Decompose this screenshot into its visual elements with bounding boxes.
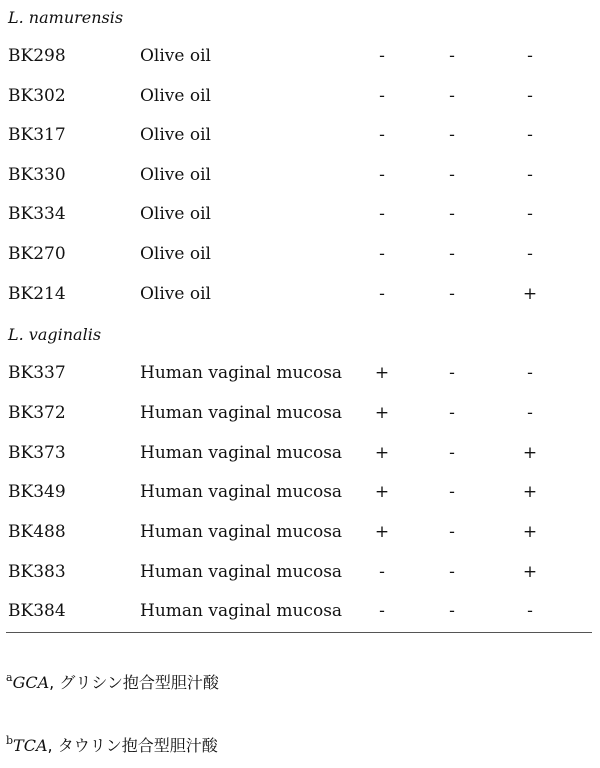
result-1: + bbox=[374, 522, 390, 542]
result-1: - bbox=[379, 165, 385, 185]
result-3: + bbox=[522, 482, 538, 502]
result-2: - bbox=[449, 482, 455, 502]
result-2: - bbox=[449, 125, 455, 145]
result-2: - bbox=[449, 204, 455, 224]
result-2: - bbox=[449, 284, 455, 304]
strain-source: Human vaginal mucosa bbox=[140, 443, 343, 463]
table-row bbox=[0, 443, 600, 467]
strain-id: BK488 bbox=[8, 522, 66, 542]
table-row bbox=[0, 403, 600, 427]
result-1: - bbox=[379, 562, 385, 582]
table-row bbox=[0, 244, 600, 268]
strain-id: BK337 bbox=[8, 363, 66, 383]
strain-id: BK384 bbox=[8, 601, 66, 621]
result-2: - bbox=[449, 363, 455, 383]
result-3: - bbox=[527, 204, 533, 224]
table-row bbox=[0, 522, 600, 546]
strain-id: BK298 bbox=[8, 46, 66, 66]
strain-source: Olive oil bbox=[140, 165, 211, 185]
strain-id: BK214 bbox=[8, 284, 66, 304]
result-2: - bbox=[449, 46, 455, 66]
result-3: - bbox=[527, 165, 533, 185]
strain-id: BK372 bbox=[8, 403, 66, 423]
table-row bbox=[0, 86, 600, 110]
result-2: - bbox=[449, 562, 455, 582]
result-1: - bbox=[379, 46, 385, 66]
footnote-text: , グリシン抱合型胆汁酸 bbox=[49, 673, 219, 692]
result-2: - bbox=[449, 403, 455, 423]
result-2: - bbox=[449, 165, 455, 185]
table-row bbox=[0, 125, 600, 149]
result-2: - bbox=[449, 601, 455, 621]
strain-source: Human vaginal mucosa bbox=[140, 601, 343, 621]
group-heading: L. vaginalis bbox=[8, 325, 102, 344]
result-1: - bbox=[379, 601, 385, 621]
strain-source: Human vaginal mucosa bbox=[140, 403, 343, 423]
strain-id: BK373 bbox=[8, 443, 66, 463]
footnote-text: , タウリン抱合型胆汁酸 bbox=[47, 736, 218, 755]
strain-source: Olive oil bbox=[140, 125, 211, 145]
result-1: + bbox=[374, 482, 390, 502]
table-row bbox=[0, 165, 600, 189]
strain-source: Olive oil bbox=[140, 284, 211, 304]
strain-source: Olive oil bbox=[140, 86, 211, 106]
strain-id: BK349 bbox=[8, 482, 66, 502]
strain-id: BK330 bbox=[8, 165, 66, 185]
result-3: - bbox=[527, 403, 533, 423]
result-3: - bbox=[527, 601, 533, 621]
strain-source: Olive oil bbox=[140, 244, 211, 264]
result-1: + bbox=[374, 403, 390, 423]
strain-source: Human vaginal mucosa bbox=[140, 482, 343, 502]
result-3: + bbox=[522, 284, 538, 304]
table-row bbox=[0, 601, 600, 625]
table-row bbox=[0, 204, 600, 228]
footnote-a bbox=[6, 670, 219, 693]
table-row bbox=[0, 482, 600, 506]
result-1: - bbox=[379, 125, 385, 145]
result-1: + bbox=[374, 443, 390, 463]
result-2: - bbox=[449, 443, 455, 463]
footnote-abbr: GCA bbox=[12, 673, 50, 692]
result-3: - bbox=[527, 125, 533, 145]
table-row bbox=[0, 363, 600, 387]
result-1: - bbox=[379, 244, 385, 264]
result-3: - bbox=[527, 86, 533, 106]
strain-source: Olive oil bbox=[140, 204, 211, 224]
strain-id: BK302 bbox=[8, 86, 66, 106]
strain-id: BK383 bbox=[8, 562, 66, 582]
result-2: - bbox=[449, 86, 455, 106]
result-3: - bbox=[527, 46, 533, 66]
table-bottom-rule bbox=[6, 632, 592, 633]
result-2: - bbox=[449, 522, 455, 542]
result-1: - bbox=[379, 284, 385, 304]
strain-id: BK334 bbox=[8, 204, 66, 224]
strain-source: Human vaginal mucosa bbox=[140, 363, 343, 383]
result-1: + bbox=[374, 363, 390, 383]
result-3: - bbox=[527, 244, 533, 264]
footnote-abbr: TCA bbox=[13, 736, 48, 755]
result-1: - bbox=[379, 86, 385, 106]
table-row bbox=[0, 562, 600, 586]
strain-source: Human vaginal mucosa bbox=[140, 562, 343, 582]
strain-id: BK270 bbox=[8, 244, 66, 264]
result-3: + bbox=[522, 443, 538, 463]
result-3: + bbox=[522, 562, 538, 582]
group-heading: L. namurensis bbox=[8, 8, 124, 27]
footnote-mark: a bbox=[6, 671, 13, 684]
result-3: - bbox=[527, 363, 533, 383]
footnote-b bbox=[6, 733, 218, 756]
footnote-mark: b bbox=[6, 734, 14, 747]
strain-id: BK317 bbox=[8, 125, 66, 145]
result-2: - bbox=[449, 244, 455, 264]
result-1: - bbox=[379, 204, 385, 224]
table-row bbox=[0, 284, 600, 308]
table-row bbox=[0, 46, 600, 70]
result-3: + bbox=[522, 522, 538, 542]
strain-source: Olive oil bbox=[140, 46, 211, 66]
strain-source: Human vaginal mucosa bbox=[140, 522, 343, 542]
